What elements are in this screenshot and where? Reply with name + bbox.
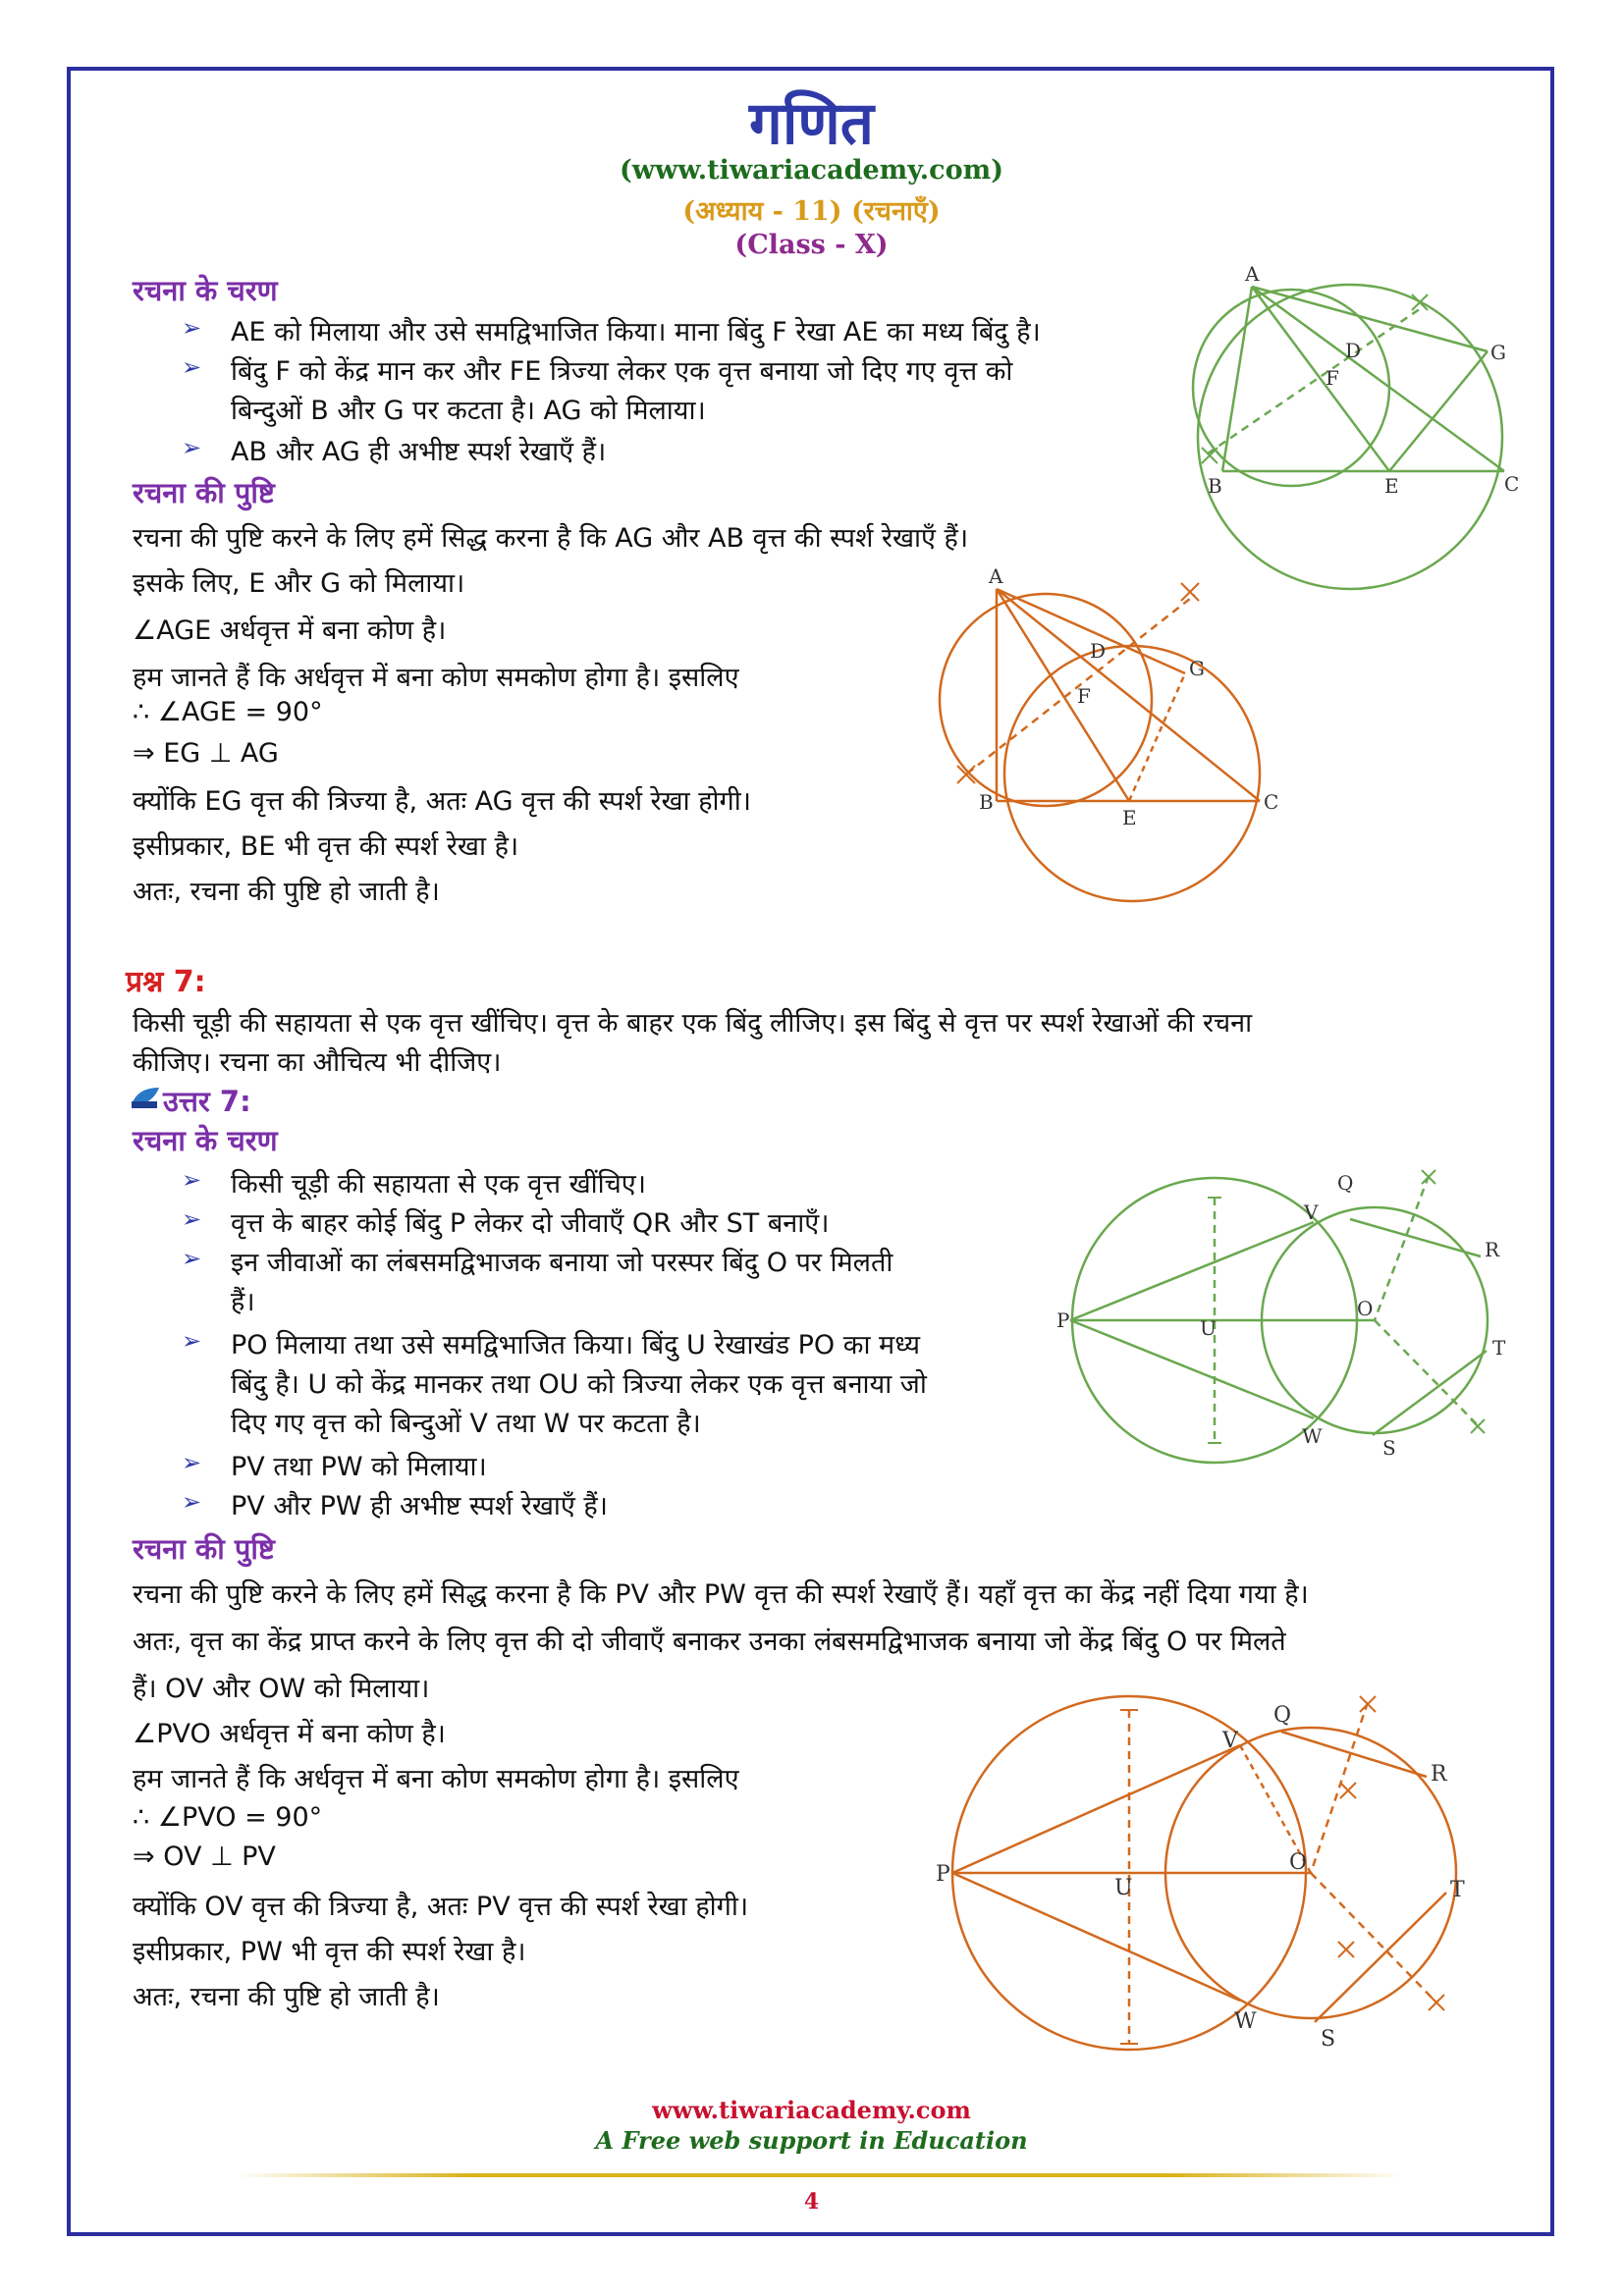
header-website[interactable]: (www.tiwariacademy.com) <box>620 155 1003 186</box>
question-text-line-2: कीजिए। रचना का औचित्य भी दीजिए। <box>133 1047 502 1078</box>
answer-step-3: ➢ इन जीवाओं का लंबसमद्विभाजक बनाया जो परस्पर बिंदु O पर मिलती <box>182 1245 893 1278</box>
footer-divider <box>236 2173 1404 2177</box>
figure1-label-b: B <box>1208 474 1222 498</box>
figure1-label-g: G <box>1490 341 1506 364</box>
leaf-logo-icon <box>130 1086 161 1109</box>
figure2-label-e: E <box>1122 806 1137 829</box>
figure4-label-p: P <box>936 1862 950 1887</box>
figure3-label-u: U <box>1200 1316 1217 1340</box>
figure2-given-circle <box>940 594 1152 806</box>
figure4-label-s: S <box>1321 2027 1336 2052</box>
section1-step-1: ➢ AE को मिलाया और उसे समद्विभाजित किया। माना बिंदु F रेखा AE का मध्य बिंदु है। <box>182 314 1041 347</box>
figure4-label-u: U <box>1114 1876 1133 1900</box>
figure3-label-w: W <box>1302 1424 1323 1448</box>
figure1-label-a: A <box>1245 262 1260 286</box>
figure4-label-t: T <box>1450 1878 1465 1902</box>
figure3-construction-diagram <box>1056 1158 1512 1463</box>
figure4-construction-diagram <box>928 1688 1463 2061</box>
arrow-bullet-icon: ➢ <box>182 1205 202 1233</box>
figure3-label-o: O <box>1357 1297 1374 1320</box>
answer-step-1: ➢ किसी चूड़ी की सहायता से एक वृत्त खींचिए। <box>182 1166 646 1200</box>
figure1-given-circle <box>1193 290 1389 486</box>
section1-proof-line: क्योंकि EG वृत्त की त्रिज्या है, अतः AG वृत्त की स्पर्श रेखा होगी। <box>133 786 751 817</box>
class-label: (Class - X) <box>734 230 889 260</box>
figure2-label-a: A <box>989 564 1003 588</box>
answer-logo-icon <box>130 1086 161 1109</box>
figure3-label-q: Q <box>1337 1171 1354 1195</box>
answer-proof-line: हम जानते हैं कि अर्धवृत्त में बना कोण समकोण होगा है। इसलिए <box>133 1764 739 1794</box>
arrow-bullet-icon: ➢ <box>182 1488 202 1516</box>
section1-proof-heading: रचना की पुष्टि <box>133 476 275 509</box>
figure1-label-d: D <box>1345 339 1362 362</box>
section1-step-2-cont: बिन्दुओं B और G पर कटता है। AG को मिलाया। <box>231 396 706 426</box>
answer-label: उत्तर 7: <box>163 1085 251 1118</box>
answer-step-2: ➢ वृत्त के बाहर कोई बिंदु P लेकर दो जीवाएँ QR और ST बनाएँ। <box>182 1205 830 1239</box>
figure2-label-g: G <box>1189 657 1205 680</box>
answer-proof-line: क्योंकि OV वृत्त की त्रिज्या है, अतः PV वृत्त की स्पर्श रेखा होगी। <box>133 1892 749 1922</box>
arrow-bullet-icon: ➢ <box>182 1245 202 1272</box>
answer-proof-line: अतः, रचना की पुष्टि हो जाती है। <box>133 1982 440 2012</box>
figure2-label-c: C <box>1264 790 1279 814</box>
figure2-label-b: B <box>979 790 994 814</box>
footer-tagline: A Free web support in Education <box>595 2126 1028 2155</box>
figure1-label-f: F <box>1325 366 1339 390</box>
chapter-label: (अध्याय - 11) (रचनाएँ) <box>682 196 941 227</box>
figure2-construction-circle <box>1004 646 1260 901</box>
arrow-bullet-icon: ➢ <box>182 1166 202 1194</box>
answer-steps-heading: रचना के चरण <box>133 1124 278 1157</box>
footer-website[interactable]: www.tiwariacademy.com <box>652 2096 971 2124</box>
arrow-bullet-icon: ➢ <box>182 1327 202 1355</box>
section1-proof-line: इसके लिए, E और G को मिलाया। <box>133 568 465 599</box>
figure1-construction-diagram <box>1188 262 1522 589</box>
arrow-bullet-icon: ➢ <box>182 353 202 381</box>
figure2-construction-diagram <box>928 564 1281 931</box>
question-label: प्रश्न 7: <box>126 965 206 999</box>
figure4-label-q: Q <box>1273 1703 1292 1728</box>
figure2-label-f: F <box>1077 684 1091 708</box>
section1-proof-line: रचना की पुष्टि करने के लिए हमें सिद्ध करना है कि AG और AB वृत्त की स्पर्श रेखाएँ हैं। <box>133 523 969 554</box>
answer-proof-line: रचना की पुष्टि करने के लिए हमें सिद्ध करना है कि PV और PW वृत्त की स्पर्श रेखाएँ हैं। यहाँ वृत्त का केंद्र नहीं दिया गया है। <box>133 1579 1309 1610</box>
question-text-line-1: किसी चूड़ी की सहायता से एक वृत्त खींचिए। वृत्त के बाहर एक बिंदु लीजिए। इस बिंदु से वृत्त पर स्पर्श रेखाओं की रचना <box>133 1008 1253 1039</box>
section1-proof-line: ⇒ EG ⊥ AG <box>133 738 279 769</box>
figure3-label-s: S <box>1382 1436 1396 1460</box>
page-number: 4 <box>803 2189 820 2215</box>
answer-proof-line: इसीप्रकार, PW भी वृत्त की स्पर्श रेखा है। <box>133 1937 526 1967</box>
arrow-bullet-icon: ➢ <box>182 314 202 342</box>
figure4-label-v: V <box>1222 1729 1238 1753</box>
section1-proof-line: अतः, रचना की पुष्टि हो जाती है। <box>133 877 440 907</box>
answer-proof-line: ∴ ∠PVO = 90° <box>133 1802 323 1833</box>
arrow-bullet-icon: ➢ <box>182 1449 202 1476</box>
answer-proof-line: ⇒ OV ⊥ PV <box>133 1842 276 1872</box>
figure2-label-d: D <box>1090 639 1107 663</box>
figure4-label-o: O <box>1289 1850 1308 1875</box>
answer-step-4: ➢ PO मिलाया तथा उसे समद्विभाजित किया। बिंदु U रेखाखंड PO का मध्य <box>182 1327 921 1361</box>
answer-step-6: ➢ PV और PW ही अभीष्ट स्पर्श रेखाएँ हैं। <box>182 1488 608 1522</box>
section1-proof-line: ∠AGE अर्धवृत्त में बना कोण है। <box>133 615 447 646</box>
figure4-label-w: W <box>1234 2009 1257 2034</box>
figure3-label-r: R <box>1485 1238 1500 1261</box>
answer-step-5: ➢ PV तथा PW को मिलाया। <box>182 1449 487 1482</box>
answer-proof-heading: रचना की पुष्टि <box>133 1532 275 1566</box>
figure3-label-t: T <box>1492 1336 1506 1360</box>
figure3-label-v: V <box>1304 1201 1319 1224</box>
figure3-label-p: P <box>1056 1308 1070 1332</box>
figure4-label-r: R <box>1431 1762 1447 1787</box>
page-title: गणित <box>749 89 874 158</box>
answer-proof-line: ∠PVO अर्धवृत्त में बना कोण है। <box>133 1719 446 1749</box>
figure1-label-c: C <box>1504 472 1520 496</box>
section1-proof-line: हम जानते हैं कि अर्धवृत्त में बना कोण समकोण होगा है। इसलिए <box>133 663 739 693</box>
arrow-bullet-icon: ➢ <box>182 434 202 461</box>
section1-proof-line: इसीप्रकार, BE भी वृत्त की स्पर्श रेखा है। <box>133 831 519 862</box>
answer-proof-line: हैं। OV और OW को मिलाया। <box>133 1674 430 1704</box>
section1-step-2: ➢ बिंदु F को केंद्र मान कर और FE त्रिज्या लेकर एक वृत्त बनाया जो दिए गए वृत्त को <box>182 353 1013 387</box>
answer-step-4-cont: बिंदु है। U को केंद्र मानकर तथा OU को त्रिज्या लेकर एक वृत्त बनाया जो <box>231 1369 927 1400</box>
answer-step-3-cont: हैं। <box>231 1287 255 1317</box>
answer-proof-line: अतः, वृत्त का केंद्र प्राप्त करने के लिए वृत्त की दो जीवाएँ बनाकर उनका लंबसमद्विभाजक बनाया जो केंद्र बिंदु O पर मिलते <box>133 1627 1286 1657</box>
section1-step-3: ➢ AB और AG ही अभीष्ट स्पर्श रेखाएँ हैं। <box>182 434 607 467</box>
section1-proof-line: ∴ ∠AGE = 90° <box>133 697 323 727</box>
answer-step-4-cont: दिए गए वृत्त को बिन्दुओं V तथा W पर कटता है। <box>231 1409 701 1439</box>
figure1-label-e: E <box>1384 474 1399 498</box>
section1-steps-heading: रचना के चरण <box>133 274 278 307</box>
